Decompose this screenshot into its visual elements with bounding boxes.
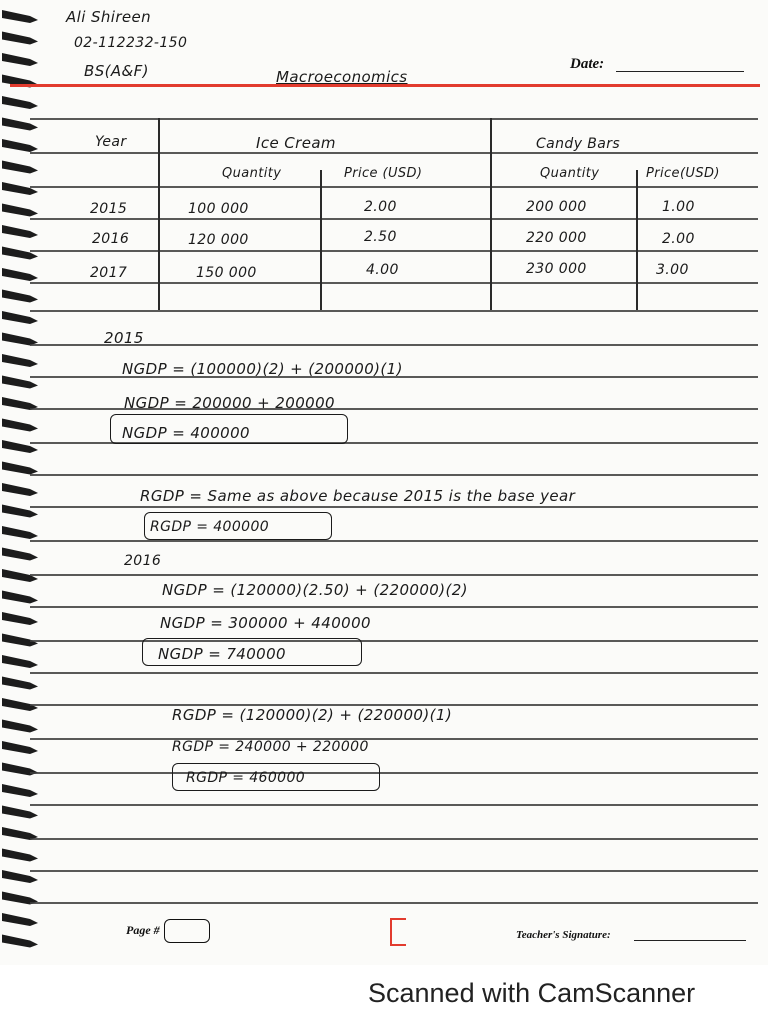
spiral-coil <box>2 763 38 776</box>
table-divider <box>490 118 492 310</box>
candy-price-header: Price(USD) <box>646 166 720 181</box>
ruled-line <box>30 540 758 542</box>
ruled-line <box>30 640 758 642</box>
spiral-coil <box>2 913 38 926</box>
spiral-coil <box>2 311 38 324</box>
rgdp-2015-result: RGDP = 400000 <box>150 519 270 535</box>
spiral-coil <box>2 548 38 561</box>
ruled-line <box>30 152 758 154</box>
ruled-line <box>30 738 758 740</box>
program: BS(A&F) <box>84 62 149 80</box>
subject-title: Macroeconomics <box>276 68 408 86</box>
spiral-coil <box>2 419 38 432</box>
ngdp-2016-sum: NGDP = 300000 + 440000 <box>160 614 371 632</box>
spiral-coil <box>2 655 38 668</box>
scanner-watermark: Scanned with CamScanner <box>368 978 696 1008</box>
date-line <box>616 71 744 72</box>
row-year: 2015 <box>90 201 128 217</box>
table-divider <box>320 170 322 310</box>
candy-qty-header: Quantity <box>540 166 600 181</box>
spiral-coil <box>2 10 38 23</box>
student-id: 02-112232-150 <box>74 35 188 51</box>
ruled-line <box>30 838 758 840</box>
spiral-coil <box>2 462 38 475</box>
ice-qty: 120 000 <box>188 232 249 248</box>
signature-line <box>634 940 746 941</box>
col-year: Year <box>95 134 127 150</box>
spiral-coil <box>2 225 38 238</box>
spiral-coil <box>2 354 38 367</box>
spiral-coil <box>2 720 38 733</box>
spiral-coil <box>2 612 38 625</box>
ruled-line <box>30 902 758 904</box>
spiral-coil <box>2 741 38 754</box>
spiral-coil <box>2 32 38 45</box>
ngdp-2016-result: NGDP = 740000 <box>158 645 287 663</box>
student-name: Ali Shireen <box>66 8 152 26</box>
candy-qty: 230 000 <box>526 261 587 277</box>
page-number-label: Page # <box>126 923 160 937</box>
candy-price: 3.00 <box>656 262 689 278</box>
year-2015-heading: 2015 <box>104 329 144 347</box>
candy-price: 2.00 <box>662 231 695 247</box>
candy-qty: 200 000 <box>526 199 587 215</box>
ice-qty: 150 000 <box>196 265 257 281</box>
spiral-coil <box>2 268 38 281</box>
ngdp-2015-result: NGDP = 400000 <box>122 424 251 442</box>
spiral-coil <box>2 53 38 66</box>
rgdp-2015-note: RGDP = Same as above because 2015 is the base year <box>140 487 576 505</box>
table-divider <box>636 170 638 310</box>
spiral-coil <box>2 483 38 496</box>
ngdp-2015-sum: NGDP = 200000 + 200000 <box>124 394 335 412</box>
spiral-coil <box>2 247 38 260</box>
red-bracket-mark <box>390 918 406 946</box>
ruled-line <box>30 672 758 674</box>
spiral-coil <box>2 849 38 862</box>
spiral-coil <box>2 591 38 604</box>
ngdp-2015-formula: NGDP = (100000)(2) + (200000)(1) <box>122 360 403 378</box>
spiral-coil <box>2 569 38 582</box>
ruled-line <box>30 474 758 476</box>
spiral-coil <box>2 161 38 174</box>
ruled-line <box>30 574 758 576</box>
ruled-line <box>30 186 758 188</box>
spiral-coil <box>2 784 38 797</box>
rgdp-2016-formula: RGDP = (120000)(2) + (220000)(1) <box>172 706 453 724</box>
ice-price-header: Price (USD) <box>344 166 423 181</box>
ice-price: 4.00 <box>366 262 399 278</box>
rgdp-2016-sum: RGDP = 240000 + 220000 <box>172 739 369 755</box>
ruled-line <box>30 310 758 312</box>
spiral-coil <box>2 806 38 819</box>
page-number-box <box>164 919 210 943</box>
table-divider <box>158 118 160 310</box>
ruled-line <box>30 772 758 774</box>
rgdp-2016-result: RGDP = 460000 <box>186 770 306 786</box>
ruled-line <box>30 250 758 252</box>
spiral-coil <box>2 139 38 152</box>
ice-qty-header: Quantity <box>222 166 282 181</box>
group-ice-cream: Ice Cream <box>256 134 336 152</box>
ruled-line <box>30 870 758 872</box>
candy-price: 1.00 <box>662 199 695 215</box>
spiral-coil <box>2 935 38 948</box>
ice-qty: 100 000 <box>188 201 249 217</box>
ruled-line <box>30 506 758 508</box>
ruled-line <box>30 218 758 220</box>
spiral-coil <box>2 204 38 217</box>
spiral-coil <box>2 677 38 690</box>
spiral-coil <box>2 870 38 883</box>
spiral-coil <box>2 290 38 303</box>
teacher-signature-label: Teacher's Signature: <box>516 929 611 941</box>
ice-price: 2.00 <box>364 199 397 215</box>
ruled-line <box>30 606 758 608</box>
ruled-line <box>30 118 758 120</box>
row-year: 2017 <box>90 265 128 281</box>
row-year: 2016 <box>92 231 130 247</box>
spiral-coil <box>2 526 38 539</box>
ruled-line <box>30 804 758 806</box>
year-2016-heading: 2016 <box>124 553 162 569</box>
ice-price: 2.50 <box>364 229 397 245</box>
ngdp-2016-formula: NGDP = (120000)(2.50) + (220000)(2) <box>162 581 468 599</box>
ruled-line <box>30 282 758 284</box>
candy-qty: 220 000 <box>526 230 587 246</box>
spiral-binding <box>0 0 46 960</box>
group-candy-bars: Candy Bars <box>536 136 621 152</box>
spiral-coil <box>2 96 38 109</box>
date-label: Date: <box>570 56 605 72</box>
spiral-coil <box>2 182 38 195</box>
